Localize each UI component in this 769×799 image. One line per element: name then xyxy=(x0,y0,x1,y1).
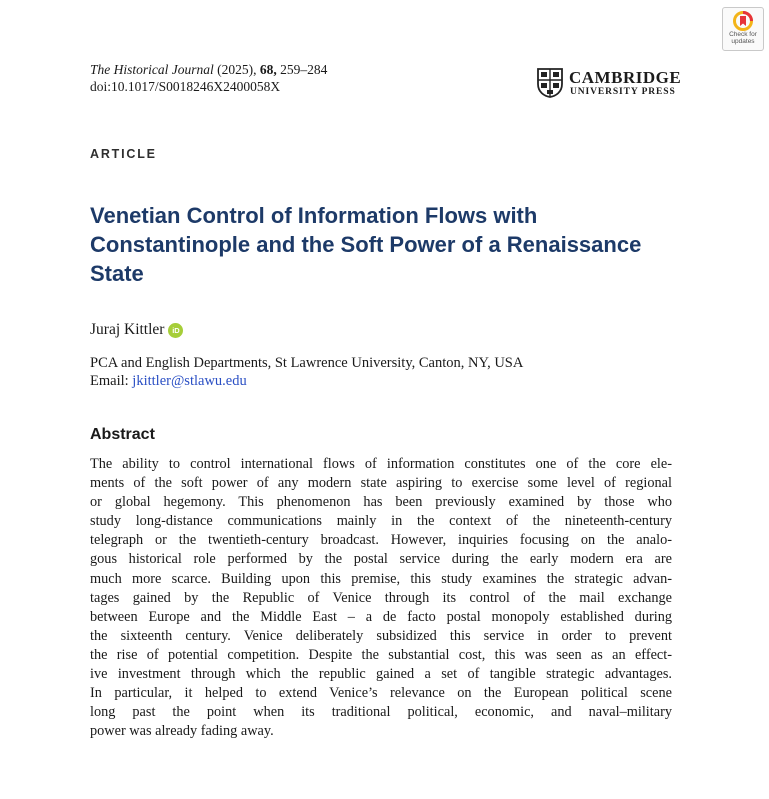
author-name: Juraj Kittler xyxy=(90,321,165,338)
doi[interactable]: doi:10.1017/S0018246X2400058X xyxy=(90,79,281,94)
abstract-text xyxy=(90,455,672,741)
abstract-line: or global hegemony. This phenomenon has been previously examined by those who xyxy=(90,494,672,511)
journal-citation xyxy=(90,62,327,78)
journal-pages: 259–284 xyxy=(280,62,328,77)
abstract-line: tages gained by the Republic of Venice through its control of the mail exchange xyxy=(90,589,672,606)
publisher-name: CAMBRIDGE xyxy=(569,68,682,87)
abstract-line: study long-distance communications mainly in the context of the nineteenth-century xyxy=(90,513,672,530)
check-for-label: Check for xyxy=(729,31,757,38)
affiliation: PCA and English Departments, St Lawrence University, Canton, NY, USA xyxy=(90,355,524,371)
article-title: Venetian Control of Information Flows with Constantinople and the Soft Power of a Renaissance State xyxy=(90,203,642,286)
abstract-line: much more scarce. Building upon this premise, this study examines the strategic advan- xyxy=(90,570,672,587)
abstract-heading: Abstract xyxy=(90,426,155,443)
author xyxy=(90,321,183,339)
abstract-line: In particular, it helped to extend Venice’s relevance on the European political scene xyxy=(90,685,672,702)
abstract-line: power was already fading away. xyxy=(90,723,274,740)
abstract-line: ive investment through which the republic gained a set of tangible strategic advantages. xyxy=(90,666,672,683)
abstract-line: The ability to control international flows of information constitutes one of the core ele- xyxy=(90,456,672,472)
crossmark-icon xyxy=(733,11,753,31)
article-type: ARTICLE xyxy=(90,147,157,161)
check-for-updates-badge[interactable] xyxy=(722,7,764,51)
orcid-icon[interactable]: iD xyxy=(168,323,183,338)
journal-name: The Historical Journal xyxy=(90,62,214,77)
abstract-line: the sixteenth century. Venice deliberately subsidized this service in order to prevent xyxy=(90,627,672,644)
abstract-line: long past the point when its traditional political, economic, and naval–military xyxy=(90,704,672,721)
email-link[interactable]: jkittler@stlawu.edu xyxy=(132,373,247,389)
cambridge-shield-icon xyxy=(537,68,563,98)
email-label: Email: xyxy=(90,373,129,389)
email-line xyxy=(90,373,247,390)
abstract-line: the rise of potential competition. Despite the substantial cost, this was seen as an effect- xyxy=(90,646,672,663)
publisher-press: UNIVERSITY PRESS xyxy=(570,87,676,97)
abstract-line: ments of the soft power of any modern state aspiring to exercise some level of regional xyxy=(90,475,672,492)
abstract-line: between Europe and the Middle East – a de facto postal monopoly established during xyxy=(90,608,672,625)
journal-year: (2025), xyxy=(217,62,257,77)
updates-label: updates xyxy=(731,38,755,45)
journal-volume: 68, xyxy=(259,62,277,77)
abstract-line: gous historical role performed by the postal service during the early modern era are xyxy=(90,551,672,568)
abstract-line: telegraph or the twentieth-century broadcast. However, inquiries focusing on the analo- xyxy=(90,532,672,549)
